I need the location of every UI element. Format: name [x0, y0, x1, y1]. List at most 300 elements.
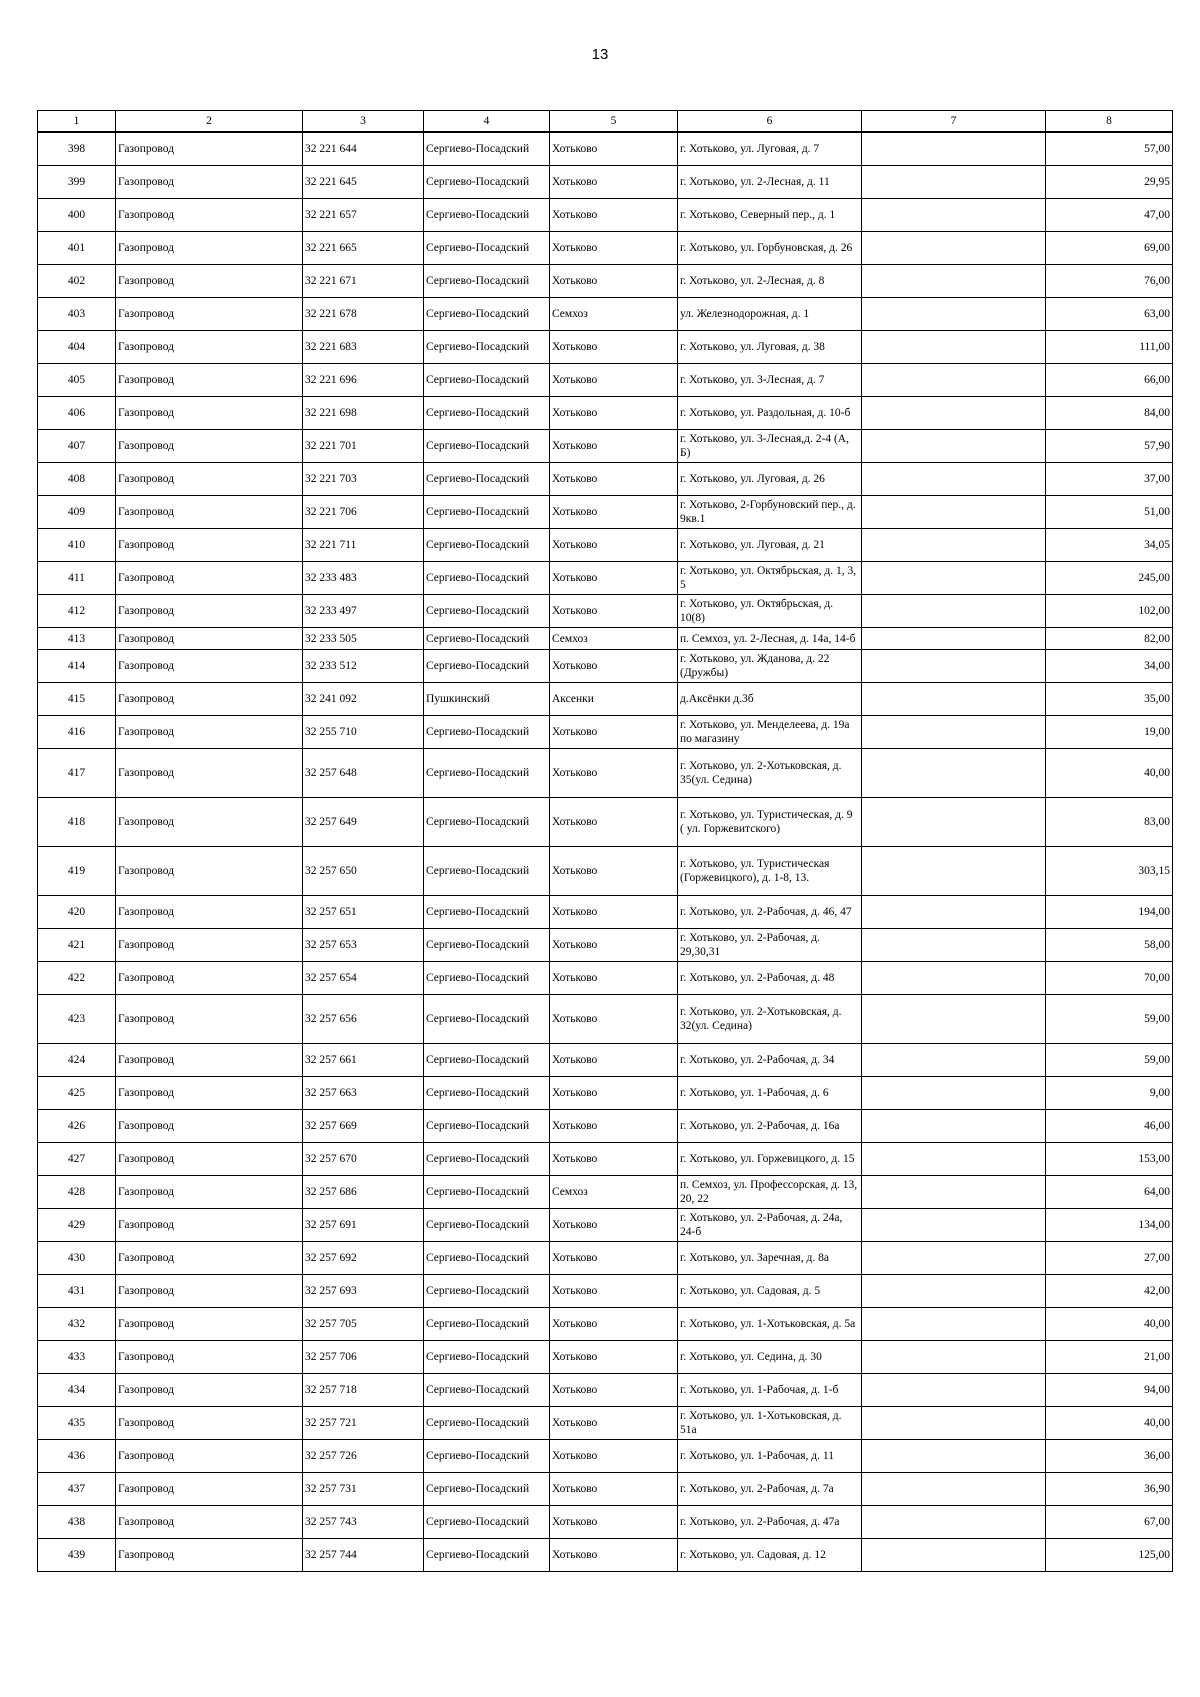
column-7-cell [862, 1275, 1046, 1308]
address-cell: г. Хотьково, ул. 1-Рабочая, д. 6 [678, 1077, 862, 1110]
column-7-cell [862, 166, 1046, 199]
table-body [38, 132, 1173, 1572]
value-cell: 57,00 [1046, 132, 1173, 166]
locality-cell: Хотьково [550, 1539, 678, 1572]
value-cell: 63,00 [1046, 298, 1173, 331]
locality-cell: Хотьково [550, 749, 678, 798]
locality-cell: Хотьково [550, 430, 678, 463]
object-type-cell: Газопровод [116, 1143, 303, 1176]
district-cell: Сергиево-Посадский [424, 364, 550, 397]
locality-cell: Семхоз [550, 628, 678, 650]
district-cell: Сергиево-Посадский [424, 265, 550, 298]
object-type-cell: Газопровод [116, 529, 303, 562]
district-cell: Сергиево-Посадский [424, 716, 550, 749]
object-type-cell: Газопровод [116, 166, 303, 199]
row-number-cell: 399 [38, 166, 116, 199]
address-cell: г. Хотьково, ул. 2-Рабочая, д. 47а [678, 1506, 862, 1539]
locality-cell: Хотьково [550, 1506, 678, 1539]
table-row [38, 199, 1173, 232]
address-cell: г. Хотьково, ул. 2-Лесная, д. 11 [678, 166, 862, 199]
table-row [38, 562, 1173, 595]
object-type-cell: Газопровод [116, 595, 303, 628]
table-row [38, 265, 1173, 298]
page-number: 13 [591, 46, 609, 63]
address-cell: г. Хотьково, ул. Туристическая (Горжевицкого), д. 1-8, 13. [678, 847, 862, 896]
district-cell: Сергиево-Посадский [424, 1473, 550, 1506]
table-row [38, 683, 1173, 716]
value-cell: 46,00 [1046, 1110, 1173, 1143]
district-cell: Сергиево-Посадский [424, 595, 550, 628]
object-code-cell: 32 221 711 [303, 529, 424, 562]
value-cell: 94,00 [1046, 1374, 1173, 1407]
object-code-cell: 32 221 706 [303, 496, 424, 529]
value-cell: 36,00 [1046, 1440, 1173, 1473]
value-cell: 29,95 [1046, 166, 1173, 199]
address-cell: г. Хотьково, Северный пер., д. 1 [678, 199, 862, 232]
district-cell: Сергиево-Посадский [424, 430, 550, 463]
address-cell: г. Хотьково, ул. 2-Рабочая, д. 34 [678, 1044, 862, 1077]
table-row [38, 716, 1173, 749]
object-type-cell: Газопровод [116, 232, 303, 265]
value-cell: 42,00 [1046, 1275, 1173, 1308]
object-type-cell: Газопровод [116, 1440, 303, 1473]
object-code-cell: 32 257 744 [303, 1539, 424, 1572]
locality-cell: Хотьково [550, 199, 678, 232]
row-number-cell: 404 [38, 331, 116, 364]
value-cell: 83,00 [1046, 798, 1173, 847]
locality-cell: Хотьково [550, 1341, 678, 1374]
row-number-cell: 436 [38, 1440, 116, 1473]
object-type-cell: Газопровод [116, 496, 303, 529]
row-number-cell: 408 [38, 463, 116, 496]
value-cell: 84,00 [1046, 397, 1173, 430]
value-cell: 134,00 [1046, 1209, 1173, 1242]
locality-cell: Хотьково [550, 929, 678, 962]
column-7-cell [862, 1374, 1046, 1407]
row-number-cell: 430 [38, 1242, 116, 1275]
district-cell: Сергиево-Посадский [424, 1176, 550, 1209]
address-cell: г. Хотьково, ул. Луговая, д. 26 [678, 463, 862, 496]
locality-cell: Хотьково [550, 529, 678, 562]
column-header: 7 [862, 111, 1046, 133]
column-7-cell [862, 628, 1046, 650]
address-cell: г. Хотьково, ул. Раздольная, д. 10-б [678, 397, 862, 430]
row-number-cell: 411 [38, 562, 116, 595]
object-type-cell: Газопровод [116, 995, 303, 1044]
locality-cell: Хотьково [550, 364, 678, 397]
column-7-cell [862, 896, 1046, 929]
district-cell: Сергиево-Посадский [424, 1539, 550, 1572]
value-cell: 27,00 [1046, 1242, 1173, 1275]
object-code-cell: 32 255 710 [303, 716, 424, 749]
address-cell: г. Хотьково, ул. Туристическая, д. 9 ( ул. Горжевитского) [678, 798, 862, 847]
locality-cell: Хотьково [550, 132, 678, 166]
table-row [38, 1209, 1173, 1242]
object-type-cell: Газопровод [116, 1506, 303, 1539]
value-cell: 35,00 [1046, 683, 1173, 716]
district-cell: Сергиево-Посадский [424, 199, 550, 232]
address-cell: г. Хотьково, ул. 3-Лесная,д. 2-4 (А, Б) [678, 430, 862, 463]
object-code-cell: 32 221 645 [303, 166, 424, 199]
column-7-cell [862, 1407, 1046, 1440]
district-cell: Сергиево-Посадский [424, 529, 550, 562]
object-type-cell: Газопровод [116, 463, 303, 496]
address-cell: г. Хотьково, ул. Горбуновская, д. 26 [678, 232, 862, 265]
value-cell: 76,00 [1046, 265, 1173, 298]
column-7-cell [862, 1341, 1046, 1374]
value-cell: 47,00 [1046, 199, 1173, 232]
locality-cell: Хотьково [550, 716, 678, 749]
value-cell: 9,00 [1046, 1077, 1173, 1110]
table-row [38, 1308, 1173, 1341]
locality-cell: Хотьково [550, 1440, 678, 1473]
column-header: 8 [1046, 111, 1173, 133]
column-header: 1 [38, 111, 116, 133]
district-cell: Сергиево-Посадский [424, 1341, 550, 1374]
object-code-cell: 32 257 721 [303, 1407, 424, 1440]
object-code-cell: 32 241 092 [303, 683, 424, 716]
value-cell: 66,00 [1046, 364, 1173, 397]
locality-cell: Хотьково [550, 463, 678, 496]
object-code-cell: 32 257 691 [303, 1209, 424, 1242]
object-type-cell: Газопровод [116, 1077, 303, 1110]
object-type-cell: Газопровод [116, 331, 303, 364]
row-number-cell: 415 [38, 683, 116, 716]
column-header: 4 [424, 111, 550, 133]
column-7-cell [862, 199, 1046, 232]
object-type-cell: Газопровод [116, 298, 303, 331]
object-type-cell: Газопровод [116, 1044, 303, 1077]
column-header: 2 [116, 111, 303, 133]
column-7-cell [862, 1209, 1046, 1242]
row-number-cell: 412 [38, 595, 116, 628]
table-row [38, 1044, 1173, 1077]
district-cell: Сергиево-Посадский [424, 995, 550, 1044]
object-code-cell: 32 233 505 [303, 628, 424, 650]
district-cell: Сергиево-Посадский [424, 232, 550, 265]
column-7-cell [862, 331, 1046, 364]
value-cell: 37,00 [1046, 463, 1173, 496]
object-type-cell: Газопровод [116, 962, 303, 995]
locality-cell: Хотьково [550, 650, 678, 683]
address-cell: г. Хотьково, ул. Жданова, д. 22 (Дружбы) [678, 650, 862, 683]
district-cell: Пушкинский [424, 683, 550, 716]
address-cell: г. Хотьково, ул. Октябрьская, д. 10(8) [678, 595, 862, 628]
table-row [38, 628, 1173, 650]
table-row [38, 463, 1173, 496]
value-cell: 70,00 [1046, 962, 1173, 995]
table-row [38, 1506, 1173, 1539]
table-row [38, 798, 1173, 847]
locality-cell: Аксенки [550, 683, 678, 716]
object-type-cell: Газопровод [116, 1110, 303, 1143]
address-cell: п. Семхоз, ул. Профессорская, д. 13, 20, 22 [678, 1176, 862, 1209]
table-row [38, 397, 1173, 430]
object-type-cell: Газопровод [116, 397, 303, 430]
district-cell: Сергиево-Посадский [424, 1308, 550, 1341]
row-number-cell: 414 [38, 650, 116, 683]
table-row [38, 1539, 1173, 1572]
district-cell: Сергиево-Посадский [424, 1044, 550, 1077]
address-cell: г. Хотьково, ул. 2-Хотьковская, д. 35(ул. Седина) [678, 749, 862, 798]
column-7-cell [862, 463, 1046, 496]
column-7-cell [862, 430, 1046, 463]
row-number-cell: 432 [38, 1308, 116, 1341]
district-cell: Сергиево-Посадский [424, 1077, 550, 1110]
column-7-cell [862, 265, 1046, 298]
object-code-cell: 32 257 650 [303, 847, 424, 896]
locality-cell: Хотьково [550, 1110, 678, 1143]
value-cell: 59,00 [1046, 995, 1173, 1044]
value-cell: 111,00 [1046, 331, 1173, 364]
district-cell: Сергиево-Посадский [424, 298, 550, 331]
address-cell: ул. Железнодорожная, д. 1 [678, 298, 862, 331]
locality-cell: Хотьково [550, 496, 678, 529]
column-7-cell [862, 683, 1046, 716]
district-cell: Сергиево-Посадский [424, 847, 550, 896]
table-row [38, 1374, 1173, 1407]
column-header: 6 [678, 111, 862, 133]
table-row [38, 1473, 1173, 1506]
locality-cell: Хотьково [550, 1209, 678, 1242]
row-number-cell: 433 [38, 1341, 116, 1374]
object-type-cell: Газопровод [116, 1176, 303, 1209]
column-7-cell [862, 364, 1046, 397]
object-code-cell: 32 257 649 [303, 798, 424, 847]
district-cell: Сергиево-Посадский [424, 1407, 550, 1440]
object-code-cell: 32 221 703 [303, 463, 424, 496]
object-type-cell: Газопровод [116, 265, 303, 298]
object-type-cell: Газопровод [116, 716, 303, 749]
object-code-cell: 32 257 653 [303, 929, 424, 962]
object-code-cell: 32 221 657 [303, 199, 424, 232]
object-type-cell: Газопровод [116, 628, 303, 650]
district-cell: Сергиево-Посадский [424, 397, 550, 430]
address-cell: г. Хотьково, ул. 2-Рабочая, д. 29,30,31 [678, 929, 862, 962]
locality-cell: Хотьково [550, 1275, 678, 1308]
address-cell: г. Хотьково, 2-Горбуновский пер., д. 9кв.1 [678, 496, 862, 529]
district-cell: Сергиево-Посадский [424, 463, 550, 496]
column-7-cell [862, 132, 1046, 166]
value-cell: 19,00 [1046, 716, 1173, 749]
locality-cell: Хотьково [550, 962, 678, 995]
table-row [38, 1407, 1173, 1440]
object-code-cell: 32 221 644 [303, 132, 424, 166]
value-cell: 51,00 [1046, 496, 1173, 529]
value-cell: 303,15 [1046, 847, 1173, 896]
object-code-cell: 32 257 648 [303, 749, 424, 798]
column-7-cell [862, 1308, 1046, 1341]
value-cell: 82,00 [1046, 628, 1173, 650]
address-cell: г. Хотьково, ул. Луговая, д. 21 [678, 529, 862, 562]
row-number-cell: 405 [38, 364, 116, 397]
address-cell: г. Хотьково, ул. 2-Рабочая, д. 7а [678, 1473, 862, 1506]
locality-cell: Хотьково [550, 1044, 678, 1077]
object-type-cell: Газопровод [116, 1473, 303, 1506]
address-cell: г. Хотьково, ул. 2-Рабочая, д. 46, 47 [678, 896, 862, 929]
table-row [38, 331, 1173, 364]
address-cell: г. Хотьково, ул. 3-Лесная, д. 7 [678, 364, 862, 397]
table-row [38, 1176, 1173, 1209]
column-7-cell [862, 1440, 1046, 1473]
table-row [38, 496, 1173, 529]
locality-cell: Хотьково [550, 1077, 678, 1110]
row-number-cell: 418 [38, 798, 116, 847]
object-type-cell: Газопровод [116, 1242, 303, 1275]
object-code-cell: 32 221 696 [303, 364, 424, 397]
value-cell: 36,90 [1046, 1473, 1173, 1506]
locality-cell: Хотьково [550, 397, 678, 430]
object-code-cell: 32 257 693 [303, 1275, 424, 1308]
locality-cell: Хотьково [550, 562, 678, 595]
address-cell: г. Хотьково, ул. 2-Лесная, д. 8 [678, 265, 862, 298]
row-number-cell: 434 [38, 1374, 116, 1407]
object-type-cell: Газопровод [116, 562, 303, 595]
object-code-cell: 32 257 686 [303, 1176, 424, 1209]
address-cell: г. Хотьково, ул. Садовая, д. 12 [678, 1539, 862, 1572]
row-number-cell: 420 [38, 896, 116, 929]
row-number-cell: 428 [38, 1176, 116, 1209]
row-number-cell: 427 [38, 1143, 116, 1176]
address-cell: г. Хотьково, ул. 1-Хотьковская, д. 5а [678, 1308, 862, 1341]
column-7-cell [862, 1077, 1046, 1110]
locality-cell: Хотьково [550, 331, 678, 364]
address-cell: г. Хотьково, ул. Садовая, д. 5 [678, 1275, 862, 1308]
object-type-cell: Газопровод [116, 1308, 303, 1341]
object-type-cell: Газопровод [116, 1341, 303, 1374]
district-cell: Сергиево-Посадский [424, 929, 550, 962]
locality-cell: Семхоз [550, 1176, 678, 1209]
value-cell: 64,00 [1046, 1176, 1173, 1209]
row-number-cell: 416 [38, 716, 116, 749]
district-cell: Сергиево-Посадский [424, 496, 550, 529]
object-code-cell: 32 221 701 [303, 430, 424, 463]
value-cell: 245,00 [1046, 562, 1173, 595]
row-number-cell: 419 [38, 847, 116, 896]
object-code-cell: 32 257 661 [303, 1044, 424, 1077]
column-7-cell [862, 962, 1046, 995]
object-code-cell: 32 257 692 [303, 1242, 424, 1275]
column-7-cell [862, 1143, 1046, 1176]
address-cell: г. Хотьково, ул. Седина, д. 30 [678, 1341, 862, 1374]
address-cell: г. Хотьково, ул. 1-Рабочая, д. 11 [678, 1440, 862, 1473]
object-type-cell: Газопровод [116, 199, 303, 232]
locality-cell: Хотьково [550, 995, 678, 1044]
table-row [38, 962, 1173, 995]
value-cell: 69,00 [1046, 232, 1173, 265]
column-7-cell [862, 496, 1046, 529]
locality-cell: Хотьково [550, 1473, 678, 1506]
address-cell: г. Хотьково, ул. 2-Рабочая, д. 48 [678, 962, 862, 995]
column-7-cell [862, 1539, 1046, 1572]
row-number-cell: 413 [38, 628, 116, 650]
object-type-cell: Газопровод [116, 929, 303, 962]
locality-cell: Семхоз [550, 298, 678, 331]
object-type-cell: Газопровод [116, 1407, 303, 1440]
object-code-cell: 32 233 483 [303, 562, 424, 595]
district-cell: Сергиево-Посадский [424, 749, 550, 798]
address-cell: д.Аксёнки д.3б [678, 683, 862, 716]
object-type-cell: Газопровод [116, 132, 303, 166]
object-type-cell: Газопровод [116, 1539, 303, 1572]
object-type-cell: Газопровод [116, 1275, 303, 1308]
row-number-cell: 426 [38, 1110, 116, 1143]
object-code-cell: 32 257 669 [303, 1110, 424, 1143]
table-row [38, 929, 1173, 962]
column-7-cell [862, 1506, 1046, 1539]
value-cell: 153,00 [1046, 1143, 1173, 1176]
value-cell: 40,00 [1046, 1308, 1173, 1341]
column-7-cell [862, 798, 1046, 847]
object-type-cell: Газопровод [116, 683, 303, 716]
value-cell: 34,05 [1046, 529, 1173, 562]
object-code-cell: 32 257 743 [303, 1506, 424, 1539]
district-cell: Сергиево-Посадский [424, 1275, 550, 1308]
value-cell: 102,00 [1046, 595, 1173, 628]
object-code-cell: 32 257 663 [303, 1077, 424, 1110]
row-number-cell: 422 [38, 962, 116, 995]
column-7-cell [862, 397, 1046, 430]
table-row [38, 847, 1173, 896]
value-cell: 57,90 [1046, 430, 1173, 463]
district-cell: Сергиево-Посадский [424, 962, 550, 995]
table-header-row [38, 111, 1173, 133]
object-code-cell: 32 221 698 [303, 397, 424, 430]
value-cell: 40,00 [1046, 1407, 1173, 1440]
column-7-cell [862, 929, 1046, 962]
row-number-cell: 438 [38, 1506, 116, 1539]
table-row [38, 298, 1173, 331]
value-cell: 67,00 [1046, 1506, 1173, 1539]
object-code-cell: 32 233 497 [303, 595, 424, 628]
column-7-cell [862, 716, 1046, 749]
address-cell: г. Хотьково, ул. 1-Хотьковская, д. 51а [678, 1407, 862, 1440]
address-cell: п. Семхоз, ул. 2-Лесная, д. 14а, 14-б [678, 628, 862, 650]
object-type-cell: Газопровод [116, 749, 303, 798]
district-cell: Сергиево-Посадский [424, 1143, 550, 1176]
address-cell: г. Хотьково, ул. Октябрьская, д. 1, 3, 5 [678, 562, 862, 595]
table-row [38, 595, 1173, 628]
table-row [38, 364, 1173, 397]
address-cell: г. Хотьково, ул. 2-Хотьковская, д. 32(ул. Седина) [678, 995, 862, 1044]
table-row [38, 1242, 1173, 1275]
locality-cell: Хотьково [550, 798, 678, 847]
locality-cell: Хотьково [550, 265, 678, 298]
row-number-cell: 403 [38, 298, 116, 331]
district-cell: Сергиево-Посадский [424, 132, 550, 166]
row-number-cell: 398 [38, 132, 116, 166]
table-row [38, 1341, 1173, 1374]
object-code-cell: 32 233 512 [303, 650, 424, 683]
column-7-cell [862, 847, 1046, 896]
table-row [38, 430, 1173, 463]
row-number-cell: 406 [38, 397, 116, 430]
address-cell: г. Хотьково, ул. 1-Рабочая, д. 1-б [678, 1374, 862, 1407]
address-cell: г. Хотьково, ул. Луговая, д. 7 [678, 132, 862, 166]
row-number-cell: 437 [38, 1473, 116, 1506]
table-row [38, 1110, 1173, 1143]
table-row [38, 166, 1173, 199]
district-cell: Сергиево-Посадский [424, 1242, 550, 1275]
address-cell: г. Хотьково, ул. Луговая, д. 38 [678, 331, 862, 364]
column-7-cell [862, 749, 1046, 798]
value-cell: 59,00 [1046, 1044, 1173, 1077]
row-number-cell: 410 [38, 529, 116, 562]
value-cell: 40,00 [1046, 749, 1173, 798]
table-row [38, 1440, 1173, 1473]
row-number-cell: 409 [38, 496, 116, 529]
table-row [38, 529, 1173, 562]
